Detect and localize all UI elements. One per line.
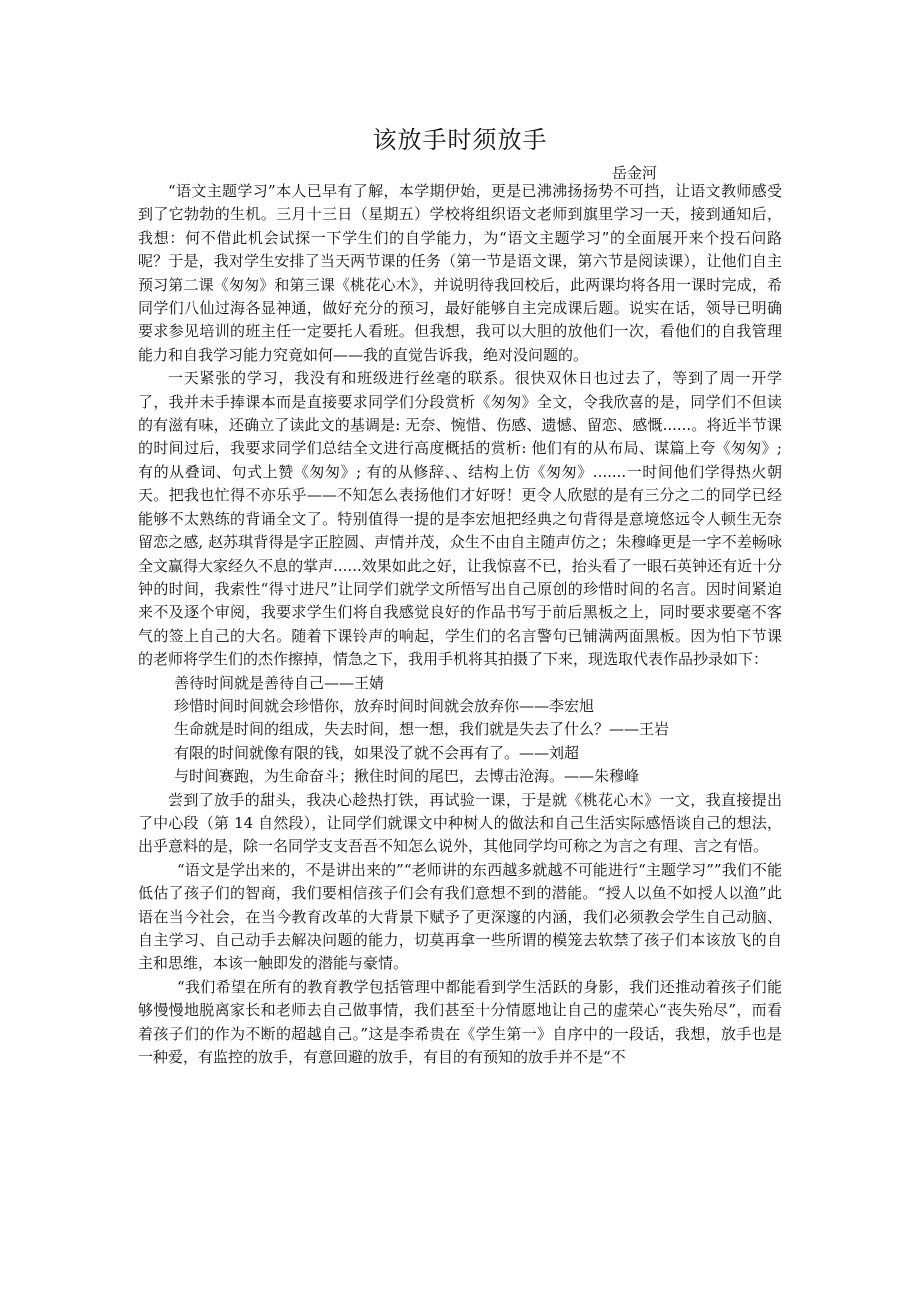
quote-line: 生命就是时间的组成，失去时间，想一想，我们就是失去了什么？——王岩 [174,720,670,739]
body-paragraph: “语文主题学习”本人已早有了解，本学期伊始，更是已沸沸扬扬势不可挡，让语文教师感受到了它勃勃的生机。三月十三日（星期五）学校将组织语文老师到旗里学习一天，接到通知后，我想：何不借此机会试探一下学生们的自学能力，为“语文主题学习”的全面展开来个投石问路呢？于是，我对学生安排了当天两节课的任务（第一节是语文课，第六节是阅读课），让他们自主预习第二课《匆匆》和第三课《桃花心木》，并说明待我回校后，此两课均将各用一课时完成，希同学们八仙过海各显神通，做好充分的预习，最好能够自主完成课后题。说实在话，领导已明确要求参见培训的班主任一定要托人看班。但我想，我可以大胆的放他们一次，看他们的自我管理能力和自我学习能力究竟如何——我的直觉告诉我，绝对没问题的。 [138,182,782,364]
quote-line: 珍惜时间时间就会珍惜你，放弃时间时间就会放弃你——李宏旭 [174,696,595,715]
document-title: 该放手时须放手 [372,126,548,154]
document-body [138,180,782,1069]
body-paragraph: “我们希望在所有的教育教学包括管理中都能看到学生活跃的身影，我们还推动着孩子们能够慢慢地脱离家长和老师去自己做事情，我们甚至十分情愿地让自己的虚荣心“丧失殆尽”，而看着孩子们的作为不断的超越自己。”这是李希贵在《学生第一》自序中的一段话，我想，放手也是一种爱，有监控的放手，有意回避的放手，有目的有预知的放手并不是“不 [138,977,782,1067]
body-paragraph: 一天紧张的学习，我没有和班级进行丝毫的联系。很快双休日也过去了，等到了周一开学了，我并未手捧课本而是直接要求同学们分段赏析《匆匆》全文，令我欣喜的是，同学们不但读的有滋有味，还确立了读此文的基调是: 无奈、惋惜、伤感、遗憾、留恋、感慨......。将近半节课的时间过后，我要求同学们总结全文进行高度概括的赏析: 他们有的从布局、谋篇上夸《匆匆》; 有的从叠词、句式上赞《匆匆》; 有的从修辞、、结构上仿《匆匆》.......一时间他们学得热火朝天。把我也忙得不亦乐乎——不知怎么表扬他们才好呀！更令人欣慰的是有三分之二的同学已经能够不太熟练的背诵全文了。特别值得一提的是李宏旭把经典之句背得是意境悠远令人顿生无奈留恋之感, 赵苏琪背得是字正腔圆、声情并茂，众生不由自主随声仿之；朱穆峰更是一字不差畅咏全文赢得大家经久不息的掌声......效果如此之好，让我惊喜不已，抬头看了一眼石英钟还有近十分钟的时间，我索性“得寸进尺”让同学们就学文所悟写出自己原创的珍惜时间的名言。因时间紧迫来不及逐个审阅，我要求学生们将自我感觉良好的作品书写于前后黑板之上，同时要求要毫不客气的签上自己的大名。随着下课铃声的响起，学生们的名言警句已铺满两面黑板。因为怕下节课的老师将学生们的杰作擦掉，情急之下，我用手机将其拍摄了下来，现选取代表作品抄录如下： [138,369,782,669]
quote-line: 与时间赛跑，为生命奋斗；揪住时间的尾巴，去博击沧海。——朱穆峰 [174,767,640,786]
author-name: 岳金河 [612,164,658,182]
quote-line: 善待时间就是善待自己——王婧 [174,673,385,692]
body-paragraph: 尝到了放手的甜头，我决心趁热打铁，再试验一课，于是就《桃花心木》一文，我直接提出了中心段（第 14 自然段），让同学们就课文中种树人的做法和自己生活实际感悟谈自己的想法，出乎意料的是，除一名同学支支吾吾不知怎么说外，其他同学均可称之为言之有理、言之有悟。 [138,790,782,856]
quote-line: 有限的时间就像有限的钱，如果没了就不会再有了。——刘超 [174,743,580,762]
body-paragraph: “语文是学出来的，不是讲出来的”“老师讲的东西越多就越不可能进行“主题学习””我们不能低估了孩子们的智商，我们要相信孩子们会有我们意想不到的潜能。“授人以鱼不如授人以渔”此语在当今社会，在当今教育改革的大背景下赋予了更深邃的内涵，我们必须教会学生自己动脑、自主学习、自己动手去解决问题的能力，切莫再拿一些所谓的模笼去软禁了孩子们本该放飞的自主和思维，本该一触即发的潜能与豪情。 [138,860,782,973]
